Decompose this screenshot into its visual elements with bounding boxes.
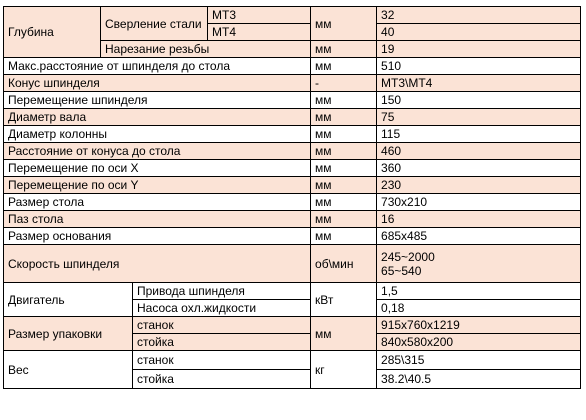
row-shaft-diameter bbox=[4, 109, 581, 126]
row-motor-drive bbox=[4, 283, 581, 300]
spindle-speed-label: Скорость шпинделя bbox=[4, 245, 311, 283]
spec-table bbox=[3, 6, 581, 389]
row-packing-machine bbox=[4, 317, 581, 334]
spindle-speed-value-2: 65~540 bbox=[381, 263, 422, 278]
motor-pump-value: 0,18 bbox=[377, 300, 581, 317]
tap-value: 19 bbox=[377, 41, 581, 58]
base-size-value: 685x485 bbox=[377, 228, 581, 245]
column-diameter-label: Диаметр колонны bbox=[4, 126, 311, 143]
drill-label: Сверление стали bbox=[101, 7, 208, 41]
taper-value: МТ3\МТ4 bbox=[377, 75, 581, 92]
weight-unit: кг bbox=[311, 351, 377, 389]
max-dist-unit: мм bbox=[311, 58, 377, 75]
tap-label: Нарезание резьбы bbox=[101, 41, 311, 58]
column-diameter-value: 115 bbox=[377, 126, 581, 143]
row-spindle-speed bbox=[4, 245, 581, 283]
depth-drill-unit: мм bbox=[311, 7, 377, 41]
taper-unit: - bbox=[311, 75, 377, 92]
row-column-diameter bbox=[4, 126, 581, 143]
spindle-speed-value-1: 245~2000 bbox=[381, 249, 435, 264]
mt3-label: МТ3 bbox=[208, 7, 311, 24]
spindle-travel-value: 150 bbox=[377, 92, 581, 109]
motor-unit: кВт bbox=[311, 283, 377, 317]
row-taper bbox=[4, 75, 581, 92]
x-travel-label: Перемещение по оси X bbox=[4, 160, 311, 177]
base-size-unit: мм bbox=[311, 228, 377, 245]
packing-stand-label: стойка bbox=[133, 334, 311, 351]
row-taper-to-table bbox=[4, 143, 581, 160]
table-size-label: Размер стола bbox=[4, 194, 311, 211]
spindle-speed-unit: об\мин bbox=[311, 245, 377, 283]
row-x-travel bbox=[4, 160, 581, 177]
packing-label: Размер упаковки bbox=[4, 317, 133, 351]
y-travel-value: 230 bbox=[377, 177, 581, 194]
weight-label: Вес bbox=[4, 351, 133, 389]
row-weight-machine bbox=[4, 351, 581, 370]
taper-label: Конус шпинделя bbox=[4, 75, 311, 92]
row-spindle-travel bbox=[4, 92, 581, 109]
mt4-label: МТ4 bbox=[208, 24, 311, 41]
table-slot-value: 16 bbox=[377, 211, 581, 228]
shaft-diameter-unit: мм bbox=[311, 109, 377, 126]
table-size-value: 730x210 bbox=[377, 194, 581, 211]
taper-to-table-label: Расстояние от конуса до стола bbox=[4, 143, 311, 160]
mt3-value: 32 bbox=[377, 7, 581, 24]
packing-machine-value: 915x760x1219 bbox=[377, 317, 581, 334]
y-travel-unit: мм bbox=[311, 177, 377, 194]
weight-stand-value: 38.2\40.5 bbox=[377, 370, 581, 389]
mt4-value: 40 bbox=[377, 24, 581, 41]
packing-stand-value: 840x580x200 bbox=[377, 334, 581, 351]
spindle-speed-values bbox=[377, 245, 581, 283]
motor-drive-value: 1,5 bbox=[377, 283, 581, 300]
table-slot-label: Паз стола bbox=[4, 211, 311, 228]
y-travel-label: Перемещение по оси Y bbox=[4, 177, 311, 194]
row-table-size bbox=[4, 194, 581, 211]
table-slot-unit: мм bbox=[311, 211, 377, 228]
motor-pump-label: Насоса охл.жидкости bbox=[133, 300, 311, 317]
taper-to-table-unit: мм bbox=[311, 143, 377, 160]
packing-machine-label: станок bbox=[133, 317, 311, 334]
max-dist-value: 510 bbox=[377, 58, 581, 75]
max-dist-label: Макс.расстояние от шпинделя до стола bbox=[4, 58, 311, 75]
base-size-label: Размер основания bbox=[4, 228, 311, 245]
packing-unit: мм bbox=[311, 317, 377, 351]
motor-drive-label: Привода шпинделя bbox=[133, 283, 311, 300]
column-diameter-unit: мм bbox=[311, 126, 377, 143]
spindle-travel-label: Перемещение шпинделя bbox=[4, 92, 311, 109]
table-size-unit: мм bbox=[311, 194, 377, 211]
row-table-slot bbox=[4, 211, 581, 228]
row-max-dist bbox=[4, 58, 581, 75]
x-travel-value: 360 bbox=[377, 160, 581, 177]
motor-label: Двигатель bbox=[4, 283, 133, 317]
spindle-travel-unit: мм bbox=[311, 92, 377, 109]
weight-stand-label: стойка bbox=[133, 370, 311, 389]
shaft-diameter-label: Диаметр вала bbox=[4, 109, 311, 126]
shaft-diameter-value: 75 bbox=[377, 109, 581, 126]
row-base-size bbox=[4, 228, 581, 245]
row-depth-mt3 bbox=[4, 7, 581, 24]
row-y-travel bbox=[4, 177, 581, 194]
tap-unit: мм bbox=[311, 41, 377, 58]
taper-to-table-value: 460 bbox=[377, 143, 581, 160]
weight-machine-value: 285\315 bbox=[377, 351, 581, 370]
weight-machine-label: станок bbox=[133, 351, 311, 370]
depth-label: Глубина bbox=[4, 7, 101, 58]
x-travel-unit: мм bbox=[311, 160, 377, 177]
